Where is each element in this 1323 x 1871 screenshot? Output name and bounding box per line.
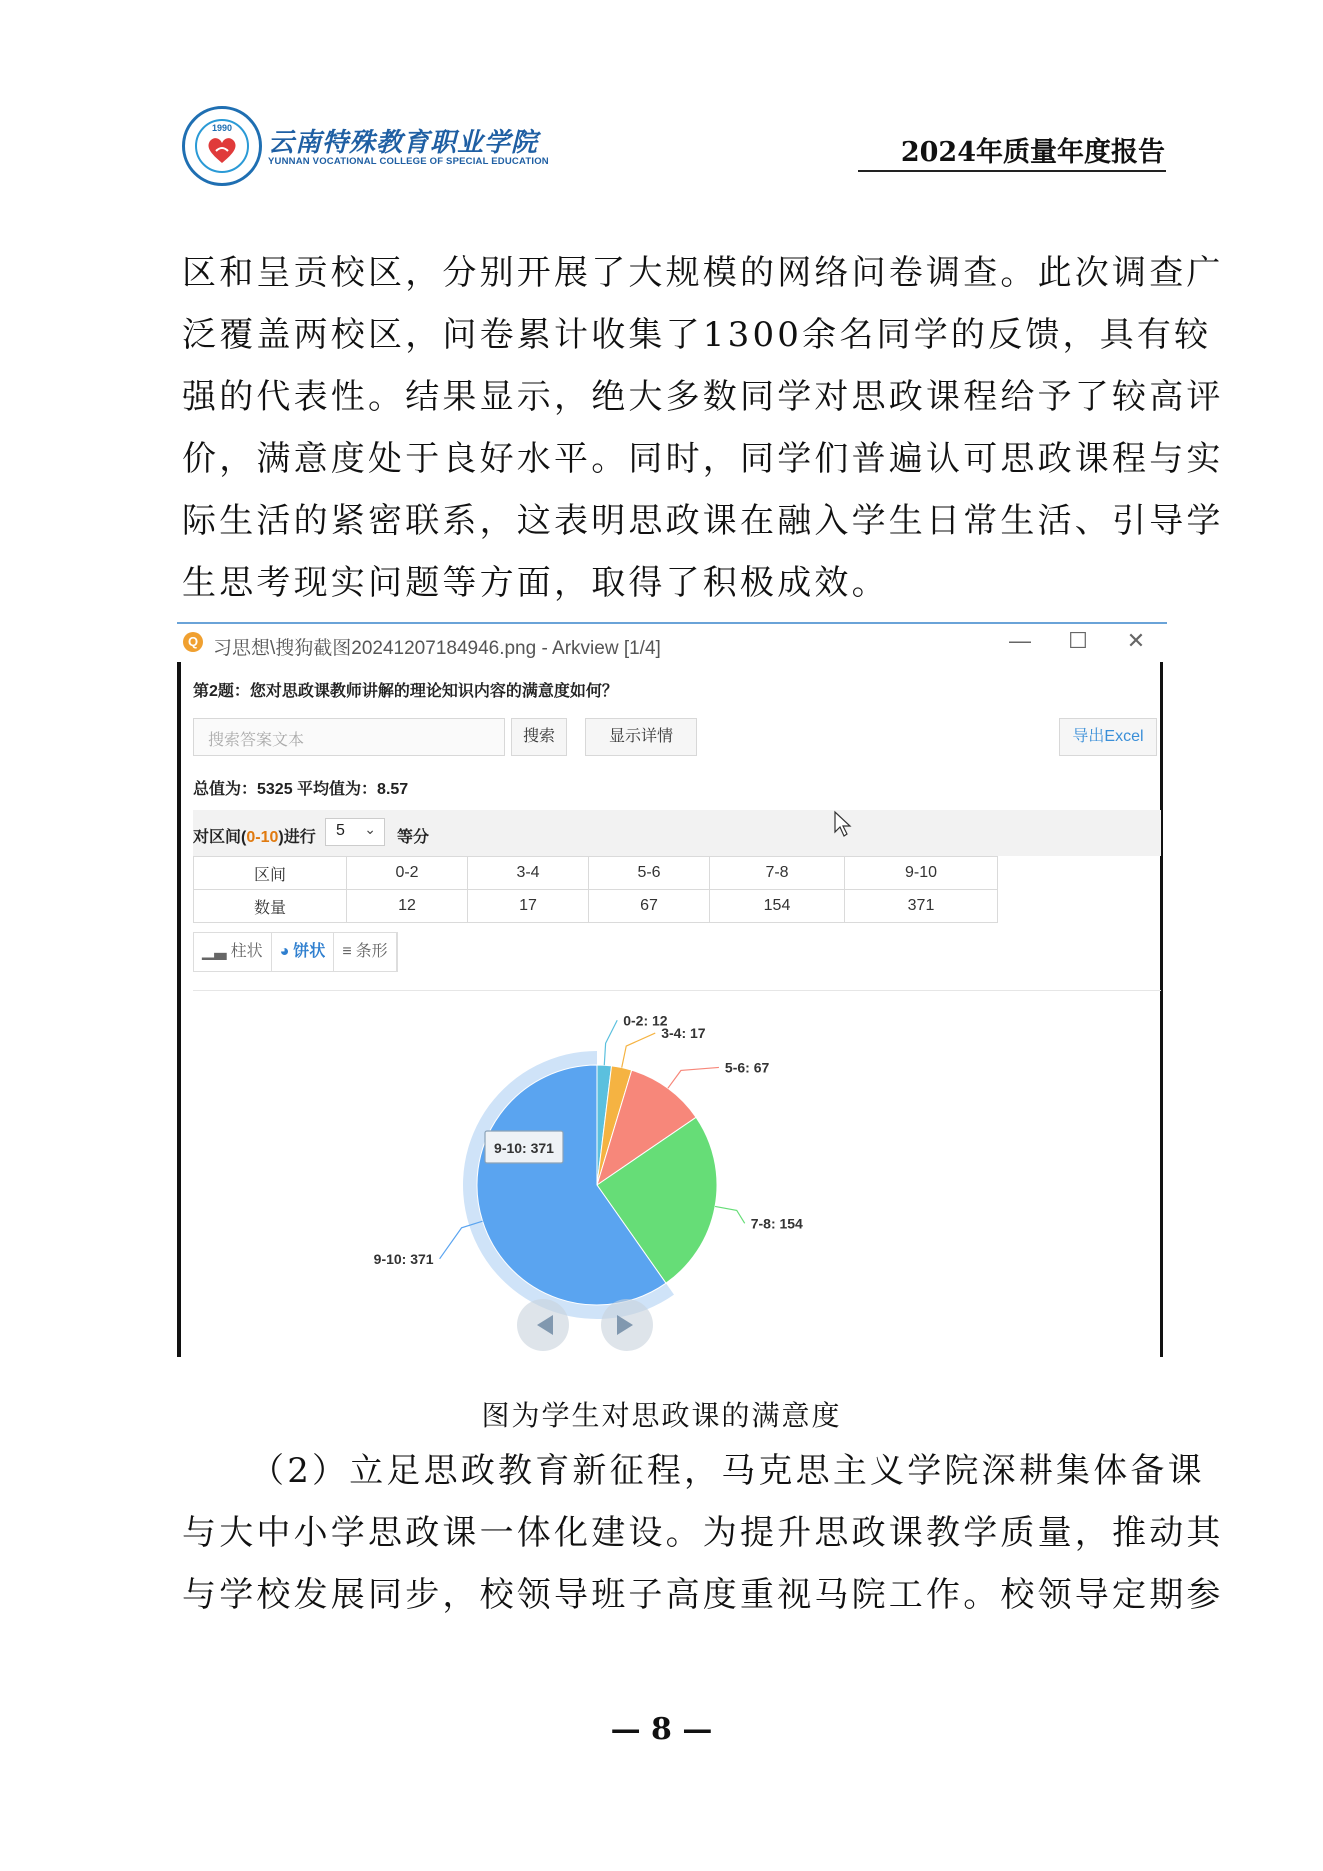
export-excel-button[interactable]: 导出Excel (1059, 718, 1157, 756)
interval-settings (193, 810, 1161, 856)
body-paragraph-2 (182, 1440, 1224, 1626)
data-label-7-8: 7-8: 154 (750, 1215, 803, 1232)
logo-year: 1990 (211, 123, 233, 133)
tab-bar[interactable]: ▁▃ 柱状 (194, 933, 272, 971)
report-title: 2024年质量年度报告 (900, 137, 1165, 168)
text-line: （2）立足思政教育新征程，马克思主义学院深耕集体备课 (250, 1451, 1205, 1491)
app-icon: Q (183, 632, 203, 652)
text-line: 与学校发展同步，校领导班子高度重视马院工作。校领导定期参 (182, 1575, 1224, 1615)
data-label-0-2: 0-2: 12 (623, 1012, 668, 1029)
body-paragraph-1 (182, 242, 1224, 614)
show-details-button[interactable]: 显示详情 (585, 718, 697, 756)
table-cell: 12 (347, 890, 468, 923)
leader-line (715, 1206, 745, 1223)
tab-pie[interactable]: ◕ 饼状 (272, 933, 335, 971)
page-number: — 8 — (610, 1712, 713, 1747)
pie-chart (193, 991, 1161, 1357)
search-input[interactable]: 搜索答案文本 (193, 718, 505, 756)
embedded-screenshot (177, 622, 1167, 1357)
table-cell: 5-6 (589, 857, 710, 890)
question-title: 第2题：您对思政课教师讲解的理论知识内容的满意度如何？ (193, 683, 618, 700)
data-label-5-6: 5-6: 67 (724, 1059, 770, 1076)
school-logo (182, 106, 262, 186)
close-icon[interactable]: ✕ (1126, 628, 1146, 653)
interval-suffix: 等分 (397, 829, 430, 846)
table-cell: 67 (589, 890, 710, 923)
chart-tooltip (485, 1131, 563, 1163)
interval-count-select[interactable]: 5 ⌄ (325, 818, 385, 846)
table-cell: 371 (845, 890, 998, 923)
table-cell: 3-4 (468, 857, 589, 890)
logo-heart-icon (206, 135, 238, 165)
table-cell: 9-10 (845, 857, 998, 890)
window-frame-left (177, 662, 181, 1357)
search-button[interactable]: 搜索 (511, 718, 567, 756)
figure-caption: 图为学生对思政课的满意度 (481, 1399, 842, 1432)
table-header-cell: 区间 (194, 857, 347, 890)
table-row (194, 857, 998, 890)
pie-chart-icon: ◕ (279, 943, 290, 960)
window-titlebar (177, 624, 1167, 662)
leader-line (604, 1020, 617, 1065)
table-header-cell: 数量 (194, 890, 347, 923)
maximize-icon[interactable]: ☐ (1068, 628, 1088, 653)
leader-line (622, 1033, 656, 1068)
text-line: 价，满意度处于良好水平。同时，同学们普遍认可思政课程与实 (182, 439, 1224, 479)
table-row (194, 890, 998, 923)
text-line: 泛覆盖两校区，问卷累计收集了1300余名同学的反馈，具有较 (182, 315, 1212, 355)
header-rule (858, 170, 1166, 172)
bar-horizontal-icon: ≡ (342, 943, 352, 960)
text-line: 强的代表性。结果显示，绝大多数同学对思政课程给予了较高评 (182, 377, 1224, 417)
interval-label: 对区间(0-10)进行 (193, 829, 316, 846)
data-label-9-10: 9-10: 371 (373, 1250, 434, 1267)
minimize-icon[interactable]: — (1009, 628, 1031, 653)
mouse-cursor-icon (833, 810, 853, 838)
chevron-down-icon: ⌄ (364, 821, 376, 837)
text-line: 际生活的紧密联系，这表明思政课在融入学生日常生活、引导学 (182, 501, 1224, 541)
survey-panel (193, 662, 1161, 1357)
chart-type-tabs (193, 932, 398, 972)
tooltip-text: 9-10: 371 (494, 1140, 554, 1156)
table-cell: 0-2 (347, 857, 468, 890)
table-cell: 154 (710, 890, 845, 923)
text-line: 生思考现实问题等方面，取得了积极成效。 (182, 563, 889, 603)
bar-chart-icon: ▁▃ (202, 943, 227, 960)
data-label-3-4: 3-4: 17 (661, 1025, 706, 1042)
school-name-cn: 云南特殊教育职业学院 (268, 128, 539, 158)
text-line: 与大中小学思政课一体化建设。为提升思政课教学质量，推动其 (182, 1513, 1224, 1553)
school-name-en: YUNNAN VOCATIONAL COLLEGE OF SPECIAL EDUCATION (268, 156, 549, 167)
distribution-table (193, 856, 998, 923)
text-line: 区和呈贡校区，分别开展了大规模的网络问卷调查。此次调查广 (182, 253, 1224, 293)
window-title: 习思想\搜狗截图20241207184946.png - Arkview [1/4] (213, 638, 661, 659)
tab-horizontal-bar[interactable]: ≡ 条形 (334, 933, 396, 971)
table-cell: 17 (468, 890, 589, 923)
table-cell: 7-8 (710, 857, 845, 890)
leader-line (668, 1067, 719, 1088)
pie-chart-area (193, 990, 1161, 1357)
totals-text: 总值为：5325 平均值为：8.57 (193, 781, 409, 798)
